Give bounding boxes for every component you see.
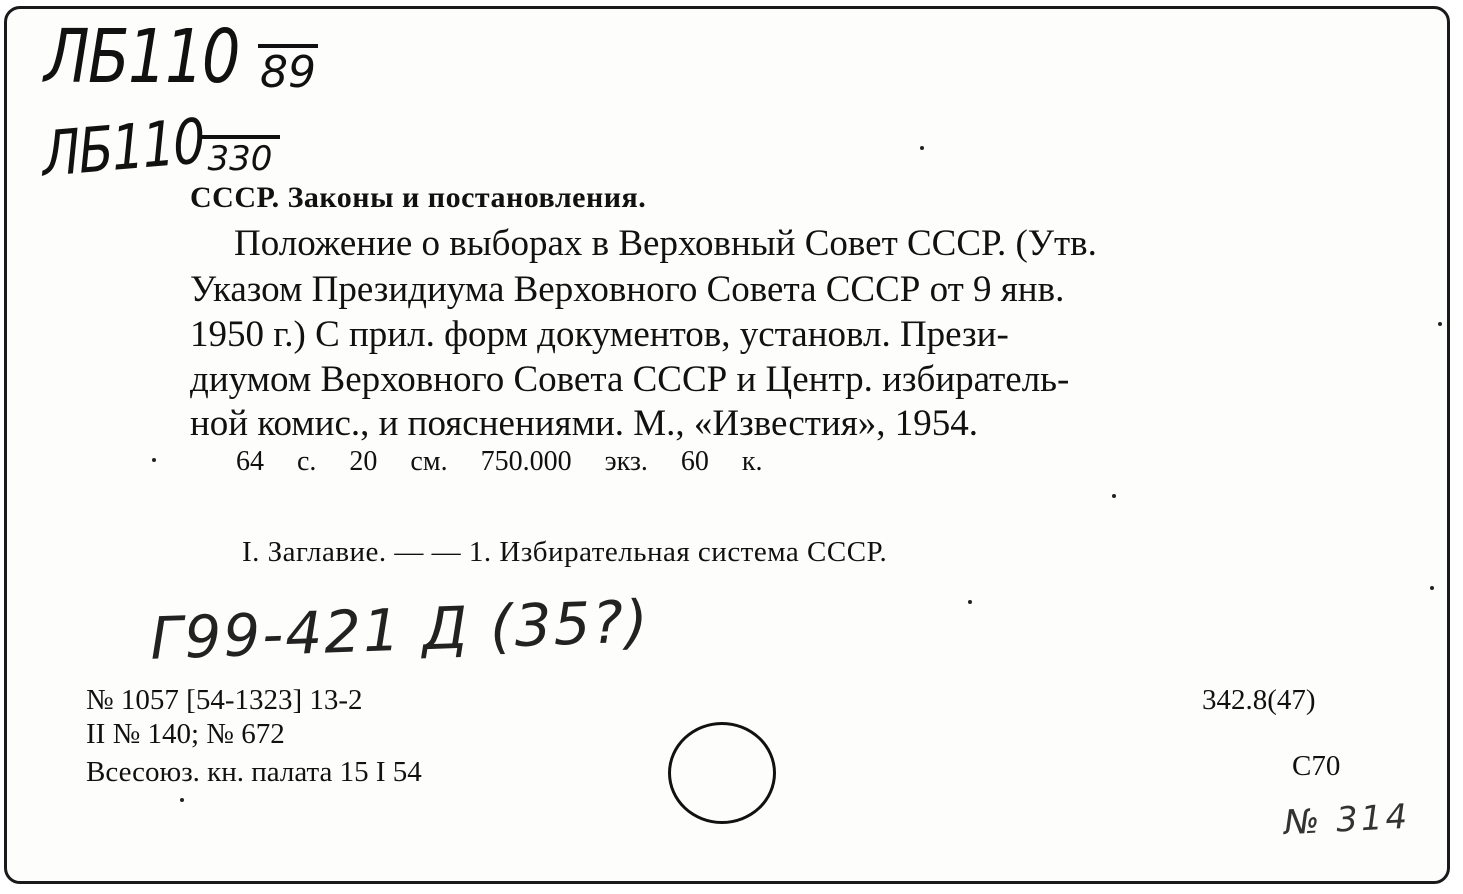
shelfmark-2-fraction: 330: [200, 135, 280, 179]
shelfmark-1: ЛБ110: [44, 14, 239, 100]
stamp-circle-icon: [668, 722, 776, 824]
collation: 64 с. 20 см. 750.000 экз. 60 к.: [236, 446, 763, 477]
speck: [1112, 494, 1116, 498]
speck: [968, 600, 972, 604]
body-line-4: диумом Верховного Совета СССР и Центр. избиратель-: [190, 359, 1070, 400]
body-line-1: Положение о выборах в Верховный Совет СССР. (Утв.: [234, 223, 1097, 264]
heading: СССР. Законы и постановления.: [190, 181, 647, 214]
speck: [180, 798, 184, 802]
shelfmark-2: ЛБ110: [40, 104, 206, 191]
bottom-left-line-2: II № 140; № 672: [86, 718, 285, 750]
bottom-left-line-1: № 1057 [54-1323] 13-2: [86, 684, 363, 716]
bottom-left-line-3: Всесоюз. кн. палата 15 I 54: [86, 756, 422, 788]
pencil-note: Г99-421 Д (35?): [148, 587, 651, 673]
speck: [920, 146, 924, 150]
speck: [1430, 586, 1434, 590]
body-line-3: 1950 г.) С прил. форм документов, установл. Прези-: [190, 314, 1009, 355]
speck: [152, 458, 156, 462]
shelfmark-1-fraction: 89: [258, 44, 318, 98]
speck: [1438, 322, 1442, 326]
body-line-5: ной комис., и пояснениями. М., «Известия», 1954.: [190, 403, 979, 444]
handwritten-number: № 314: [1283, 796, 1412, 844]
classification-number: 342.8(47): [1202, 684, 1316, 716]
body-line-2: Указом Президиума Верховного Совета СССР от 9 янв.: [190, 269, 1065, 310]
author-mark: С70: [1292, 750, 1341, 782]
tracing: I. Заглавие. — — 1. Избирательная система СССР.: [242, 536, 888, 568]
